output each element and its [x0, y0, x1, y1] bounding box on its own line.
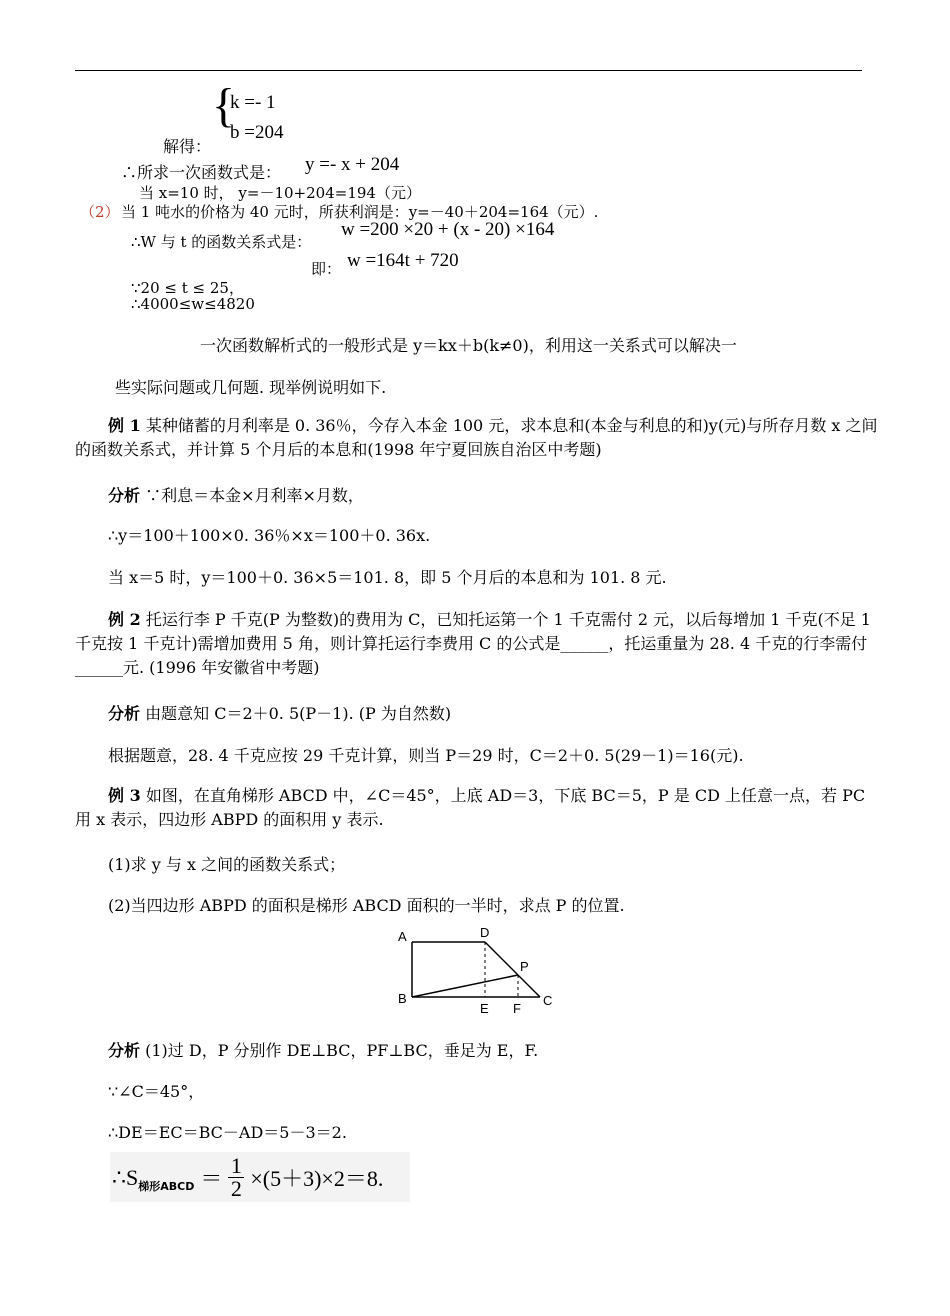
example-2-label: 例 2 [108, 610, 141, 629]
function-formula: y =- x + 204 [305, 154, 400, 175]
therefore-line: ∴所求一次函数式是： [121, 163, 282, 182]
fraction-denominator: 2 [230, 1176, 242, 1201]
trapezoid-figure [390, 924, 560, 1014]
example-3-question-2: (2)当四边形 ABPD 的面积是梯形 ABCD 面积的一半时，求点 P 的位置. [108, 896, 625, 915]
analysis-text: ∵利息＝本金×月利率×月数， [145, 486, 364, 505]
area-formula [112, 1155, 383, 1200]
example-3-text: 如图，在直角梯形 ABCD 中，∠C＝45°，上底 AD＝3，下底 BC＝5，P 是 CD 上任意一点，若 PC 用 x 表示，四边形 ABPD 的面积用 y 表示. [75, 786, 866, 829]
example-3-analysis-3: ∴DE＝EC＝BC－AD＝5－3＝2. [108, 1123, 347, 1142]
example-3 [75, 784, 885, 832]
part2-text: 当 1 吨水的价格为 40 元时，所获利润是：y=－40＋204=164（元）. [121, 203, 599, 221]
example-3-analysis-2: ∵∠C＝45°， [108, 1082, 205, 1101]
example-1 [75, 414, 885, 462]
analysis-label: 分析 [108, 486, 141, 505]
example-3-question-1: (1)求 y 与 x 之间的函数关系式； [108, 855, 346, 874]
b-equation: b =204 [230, 122, 284, 143]
example-2-analysis-2: 根据题意，28. 4 千克应按 29 千克计算，则当 P＝29 时，C＝2＋0. 5(29－1)＝16(元). [108, 746, 744, 765]
fraction-numerator: 1 [230, 1153, 242, 1178]
fraction [228, 1155, 244, 1200]
intro-line-1: 一次函数解析式的一般形式是 y＝kx＋b(k≠0)，利用这一关系式可以解决一 [200, 336, 737, 355]
analysis-text: (1)过 D，P 分别作 DE⊥BC，PF⊥BC，垂足为 E，F. [145, 1041, 539, 1060]
label-P: P [520, 959, 529, 974]
w-t-line: ∴W 与 t 的函数关系式是： [131, 233, 312, 251]
area-formula-prefix: ∴S [112, 1164, 139, 1190]
analysis-label: 分析 [108, 1041, 141, 1060]
area-formula-subscript: 梯形ABCD [138, 1179, 195, 1193]
example-1-label: 例 1 [108, 416, 141, 435]
header-rule [75, 70, 862, 71]
example-2-analysis-1 [108, 702, 918, 726]
example-1-analysis-2: ∴y＝100＋100×0. 36％×x＝100＋0. 36x. [108, 526, 431, 545]
system-brace: { [212, 79, 236, 132]
w-formula-1: w =200 ×20 + (x - 20) ×164 [341, 219, 555, 240]
analysis-text: 由题意知 C＝2＋0. 5(P－1). (P 为自然数) [145, 704, 452, 723]
w-range: ∴4000≤w≤4820 [131, 295, 255, 313]
k-equation: k =- 1 [230, 92, 276, 113]
example-2-text: 托运行李 P 千克(P 为整数)的费用为 C，已知托运第一个 1 千克需付 2 元，以后每增加 1 千克(不足 1 千克按 1 千克计)需增加费用 5 角，则计算托运行李费用 C 的公式是______，托运重量为 28. 4 千克的行李需付______元. (1996 年安徽省中考题) [75, 610, 871, 677]
analysis-label: 分析 [108, 704, 141, 723]
label-E: E [480, 1001, 489, 1014]
part2-marker: （2） [80, 203, 120, 221]
w-formula-2: w =164t + 720 [347, 250, 459, 271]
label-A: A [398, 929, 407, 944]
example-2 [75, 608, 885, 680]
segment-DC [485, 942, 540, 997]
area-formula-tail: ×(5＋3)×2＝8. [250, 1166, 384, 1191]
area-formula-equals: ＝ [200, 1166, 223, 1191]
label-D: D [480, 925, 490, 940]
solve-label: 解得： [163, 137, 212, 156]
intro-line-2: 些实际问题或几何题. 现举例说明如下. [115, 378, 387, 397]
example-3-label: 例 3 [108, 786, 141, 805]
ji-label: 即： [311, 260, 342, 278]
label-B: B [398, 991, 407, 1006]
segment-BP [412, 975, 518, 997]
label-F: F [513, 1001, 521, 1014]
calc-line: 当 x=10 时， y=－10+204=194（元） [139, 184, 421, 202]
example-3-analysis-1 [108, 1039, 918, 1063]
example-1-analysis-1 [108, 484, 918, 508]
t-range: ∵20 ≤ t ≤ 25， [131, 279, 244, 297]
example-1-text: 某种储蓄的月利率是 0. 36％，今存入本金 100 元，求本息和(本金与利息的和)y(元)与所存月数 x 之间的函数关系式，并计算 5 个月后的本息和(1998 年宁夏回族自治区中考题) [75, 416, 878, 459]
example-1-analysis-3: 当 x＝5 时，y＝100＋0. 36×5＝101. 8，即 5 个月后的本息和为 101. 8 元. [108, 568, 667, 587]
label-C: C [543, 993, 553, 1008]
